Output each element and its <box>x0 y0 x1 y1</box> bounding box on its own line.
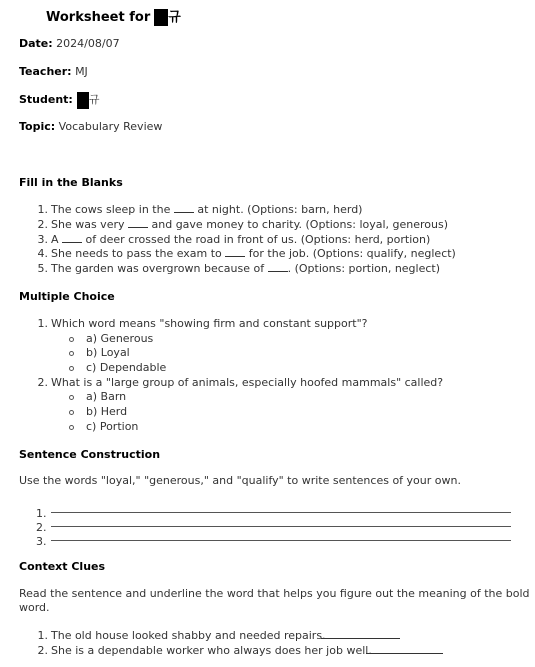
list-item: 5. The garden was overgrown because of . (Options: portion, neglect) <box>37 262 441 275</box>
blank-line <box>268 261 288 272</box>
redacted-name-block <box>154 9 168 26</box>
topic-label: Topic: <box>19 120 56 133</box>
fill-blanks-heading: Fill in the Blanks <box>19 176 123 189</box>
answer-blank[interactable] <box>321 638 400 639</box>
list-item: 2. She was very and gave money to charity. (Options: loyal, generous) <box>37 218 449 231</box>
question-item: 2. What is a "large group of animals, especially hoofed mammals" called? <box>37 376 444 389</box>
option-item: b) Loyal <box>86 345 130 360</box>
blank-line <box>62 232 82 243</box>
blank-line <box>128 217 148 228</box>
student-label: Student: <box>19 93 73 106</box>
sentence-instruction: Use the words "loyal," "generous," and "qualify" to write sentences of your own. <box>19 474 461 487</box>
title-text: Worksheet for <box>46 10 151 25</box>
context-instruction-line-1: Read the sentence and underline the word that helps you figure out the meaning of the bold <box>19 587 530 600</box>
date-label: Date: <box>19 37 53 50</box>
teacher-label: Teacher: <box>19 65 72 78</box>
circle-bullet-icon <box>69 337 74 342</box>
context-instruction-line-2: word. <box>19 601 50 614</box>
context-clues-heading: Context Clues <box>19 560 106 573</box>
blank-line <box>174 202 194 213</box>
option-item: c) Portion <box>86 419 138 434</box>
list-item: 1. The old house looked shabby and needed repairs. <box>37 629 326 642</box>
question-item: 1. Which word means "showing firm and constant support"? <box>37 317 368 330</box>
topic-line <box>19 120 162 133</box>
option-item: b) Herd <box>86 404 127 419</box>
option-item: a) Barn <box>86 389 126 404</box>
list-item: 3. A of deer crossed the road in front of us. (Options: herd, portion) <box>37 233 431 246</box>
topic-value: Vocabulary Review <box>58 120 163 133</box>
student-line <box>19 91 99 109</box>
student-suffix: 규 <box>88 93 100 106</box>
list-item: 2. She is a dependable worker who always does her job well. <box>37 644 372 657</box>
circle-bullet-icon <box>69 410 74 415</box>
line-number: 1. <box>36 507 47 520</box>
date-line <box>19 37 120 50</box>
sentence-construction-heading: Sentence Construction <box>19 448 161 461</box>
option-item: c) Dependable <box>86 360 166 375</box>
title-suffix: 규 <box>168 10 181 25</box>
blank-line <box>225 246 245 257</box>
redacted-student-block <box>77 92 89 109</box>
list-item: 4. She needs to pass the exam to for the job. (Options: qualify, neglect) <box>37 247 456 260</box>
teacher-line <box>19 65 88 78</box>
circle-bullet-icon <box>69 366 74 371</box>
answer-line[interactable] <box>51 526 511 527</box>
answer-line[interactable] <box>51 540 511 541</box>
circle-bullet-icon <box>69 351 74 356</box>
circle-bullet-icon <box>69 395 74 400</box>
date-value: 2024/08/07 <box>56 37 120 50</box>
answer-line[interactable] <box>51 512 511 513</box>
list-item: 1. The cows sleep in the at night. (Options: barn, herd) <box>37 203 363 216</box>
circle-bullet-icon <box>69 425 74 430</box>
worksheet-title <box>46 6 181 26</box>
multiple-choice-heading: Multiple Choice <box>19 290 115 303</box>
option-item: a) Generous <box>86 331 153 346</box>
teacher-value: MJ <box>75 65 88 78</box>
line-number: 3. <box>36 535 47 548</box>
answer-blank[interactable] <box>366 653 443 654</box>
line-number: 2. <box>36 521 47 534</box>
